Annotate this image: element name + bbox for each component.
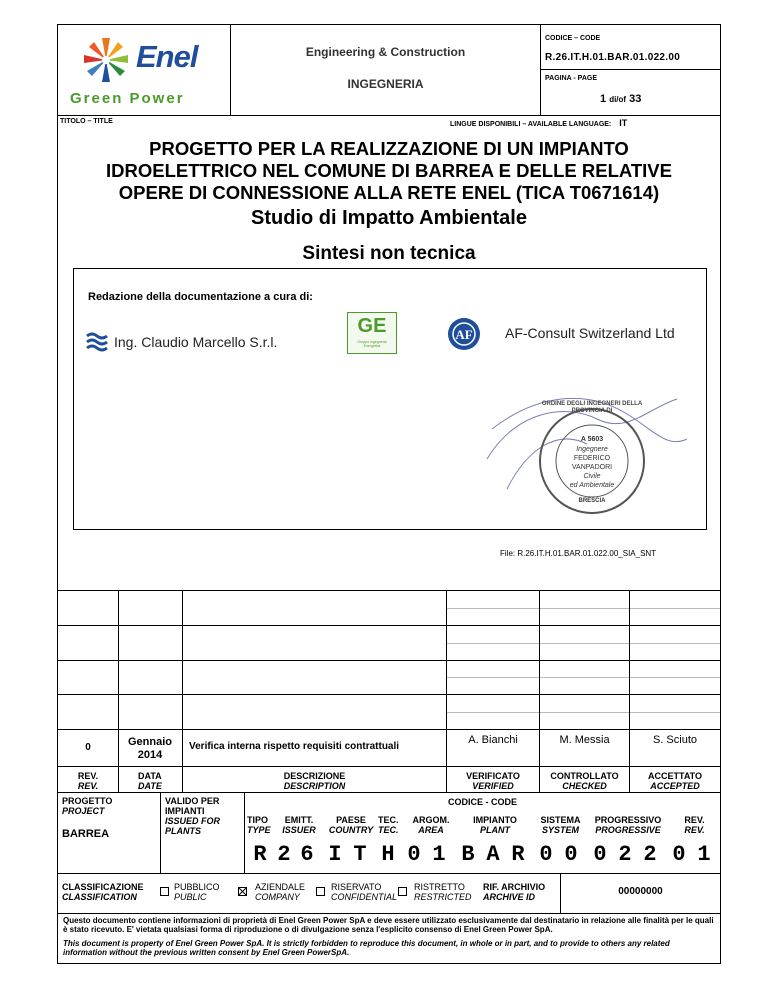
rev-header: REV. REV. xyxy=(77,771,99,791)
code-section-label: CODICE - CODE xyxy=(447,797,517,807)
authors-label: Redazione della documentazione a cura di: xyxy=(88,291,313,303)
code-char: 1 xyxy=(697,842,711,867)
verified-header: VERIFICATO VERIFIED xyxy=(466,771,520,791)
waves-icon xyxy=(86,331,108,353)
department: INGEGNERIA xyxy=(347,77,424,91)
accepted-header: ACCETTATO ACCEPTED xyxy=(648,771,702,791)
title-line-1: PROGETTO PER LA REALIZZAZIONE DI UN IMPIANTO xyxy=(149,138,629,159)
title-block xyxy=(57,138,721,204)
code-field-issuer: EMITT. ISSUER xyxy=(282,815,316,835)
subtitle-2: Sintesi non tecnica xyxy=(302,243,476,264)
code-char: 1 xyxy=(432,842,446,867)
svg-text:AF: AF xyxy=(455,327,473,342)
stamp-city: BRESCIA xyxy=(578,498,606,504)
disclaimer-en: This document is property of Enel Green Power SpA. It is strictly forbidden to reproduce this document, in whole or in part, and to provide to others any related information without the previous written consent by Enel Green PowerSpA. xyxy=(63,939,670,957)
enel-logo xyxy=(70,30,220,112)
page-number: 1 di/of 33 xyxy=(600,93,642,105)
green-power-wordmark: Green Power xyxy=(70,90,185,107)
marcello-logo: Ing. Claudio Marcello S.r.l. xyxy=(86,327,316,357)
checked-x-icon xyxy=(239,888,246,895)
code-field-tec: TEC. TEC. xyxy=(378,815,399,835)
af-consult-logo: AF AF-Consult Switzerland Ltd xyxy=(447,317,707,351)
division: Engineering & Construction xyxy=(305,45,466,59)
file-reference: File: R.26.IT.H.01.BAR.01.022.00_SIA_SNT xyxy=(500,549,657,558)
rev-verified: A. Bianchi xyxy=(468,734,518,746)
code-char: R xyxy=(511,842,525,867)
stamp-sector-2: ed Ambientale xyxy=(569,482,615,489)
public-label: PUBBLICO PUBLIC xyxy=(174,882,220,902)
checkbox-company[interactable] xyxy=(238,887,247,896)
language-label: LINGUE DISPONIBILI – AVAILABLE LANGUAGE: IT xyxy=(450,118,628,128)
project-label: PROGETTO PROJECT xyxy=(62,796,113,816)
checked-header: CONTROLLATO CHECKED xyxy=(550,771,619,791)
code-char: 2 xyxy=(643,842,657,867)
code-field-plant: IMPIANTO PLANT xyxy=(473,815,517,835)
code-char: 0 xyxy=(564,842,578,867)
code-field-country: PAESE COUNTRY xyxy=(328,815,374,835)
title-line-2: IDROELETTRICO NEL COMUNE DI BARREA E DELLE RELATIVE xyxy=(106,160,672,181)
stamp-sector: Civile xyxy=(583,473,601,480)
code-field-system: SISTEMA SYSTEM xyxy=(540,815,581,835)
reserved-label: RISERVATO CONFIDENTIAL xyxy=(331,882,398,902)
restricted-label: RISTRETTO RESTRICTED xyxy=(414,882,472,902)
stamp-title: Ingegnere xyxy=(576,446,608,453)
enel-wordmark: Enel xyxy=(136,39,198,74)
archive-label: RIF. ARCHIVIO ARCHIVE ID xyxy=(483,882,546,902)
code-char: 0 xyxy=(672,842,686,867)
stamp-number: A 5603 xyxy=(580,436,604,443)
rev-checked: M. Messia xyxy=(559,734,610,746)
stamp-surname: VANPADORI xyxy=(571,464,613,471)
code-label: CODICE – CODE xyxy=(545,35,601,42)
page-label: PAGINA - PAGE xyxy=(545,75,597,82)
date-header: DATA DATE xyxy=(138,771,162,791)
code-char: R xyxy=(253,842,267,867)
code-char: 6 xyxy=(300,842,314,867)
rev-accepted: S. Sciuto xyxy=(652,734,698,746)
checkbox-reserved[interactable] xyxy=(316,887,325,896)
disclaimer-it: Questo documento contiene informazioni di proprietà di Enel Green Power SpA e deve essere utilizzato esclusivamente dal destinatario in relazione alle finalità per le quali è stato ricevuto. E' vietata qualsiasi forma di riproduzione o di divulgazione senza l'esplicito consenso di Enel Green Power SpA. xyxy=(63,916,714,934)
code-char: H xyxy=(381,842,395,867)
engineer-stamp xyxy=(477,389,697,524)
stamp-order: ORDINE DEGLI INGEGNERI DELLA PROVINCIA DI xyxy=(541,401,643,414)
checkbox-public[interactable] xyxy=(160,887,169,896)
authors-box xyxy=(73,268,707,530)
ge-logo: GE Gruppo Ingegneria Energetica xyxy=(347,312,397,354)
title-label: TITOLO – TITLE xyxy=(60,118,113,125)
project-value: BARREA xyxy=(62,828,110,840)
code-field-area: ARGOM. AREA xyxy=(412,815,450,835)
sun-icon xyxy=(76,34,136,84)
rev-description: Verifica interna rispetto requisiti contrattuali xyxy=(189,741,400,752)
checkbox-restricted[interactable] xyxy=(398,887,407,896)
classification-label: CLASSIFICAZIONE CLASSIFICATION xyxy=(62,882,144,902)
archive-value: 00000000 xyxy=(618,886,663,897)
description-header: DESCRIZIONE DESCRIPTION xyxy=(283,771,346,791)
code-field-progressive: PROGRESSIVO PROGRESSIVE xyxy=(594,815,662,835)
code-char: B xyxy=(461,842,475,867)
code-char: I xyxy=(328,842,342,867)
code-char: T xyxy=(353,842,367,867)
valid-for-label: VALIDO PER IMPIANTI ISSUED FOR PLANTS xyxy=(165,796,221,836)
document-code: R.26.IT.H.01.BAR.01.022.00 xyxy=(545,52,681,63)
code-char: 0 xyxy=(407,842,421,867)
code-char: 0 xyxy=(593,842,607,867)
subtitle: Studio di Impatto Ambientale xyxy=(251,207,527,229)
code-char: 0 xyxy=(539,842,553,867)
code-field-rev: REV. REV. xyxy=(684,815,705,835)
rev-date: Gennaio 2014 xyxy=(127,736,172,761)
af-emblem-icon xyxy=(447,317,481,351)
code-char: 2 xyxy=(277,842,291,867)
title-line-3: OPERE DI CONNESSIONE ALLA RETE ENEL (TICA T0671614) xyxy=(118,182,660,203)
code-char: A xyxy=(486,842,500,867)
code-field-type: TIPO TYPE xyxy=(247,815,271,835)
company-label: AZIENDALE COMPANY xyxy=(255,882,306,902)
stamp-name: FEDERICO xyxy=(573,455,611,462)
rev-number: 0 xyxy=(85,742,91,753)
code-char: 2 xyxy=(618,842,632,867)
